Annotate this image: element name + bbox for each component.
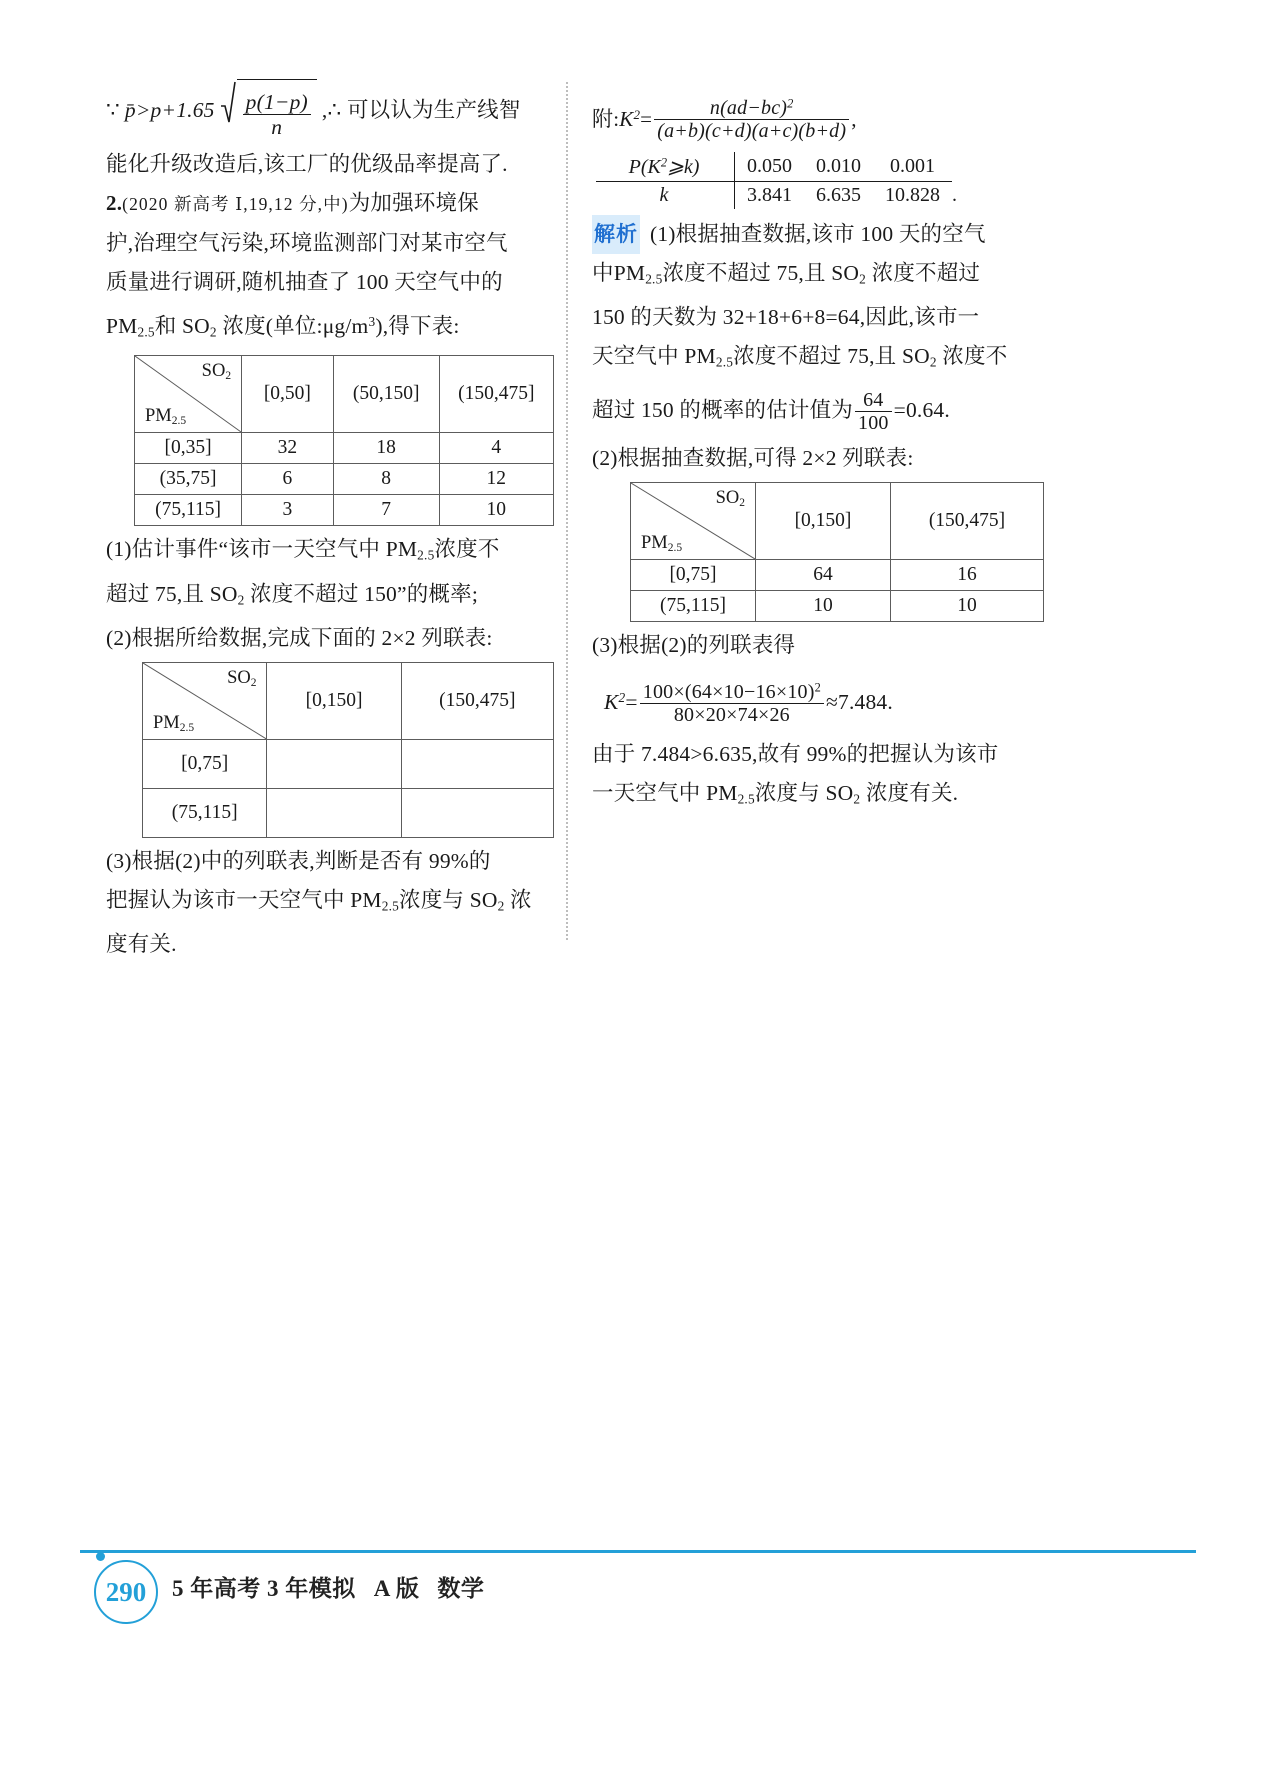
formula-prefix: 附:: [592, 106, 620, 131]
table-col-header: [0,150]: [267, 662, 401, 739]
solution-text-4a: 天空气中 PM: [592, 344, 716, 369]
footer-book-title: 5 年高考 3 年模拟: [172, 1576, 356, 1601]
result-formula-exponent: 2: [618, 690, 626, 706]
table-row-header: (75,115]: [135, 495, 242, 526]
therefore-because-symbol: ∵: [106, 98, 120, 122]
sub1-text-d: 浓度不超过 150”的概率;: [244, 581, 479, 606]
conclusion-so2-subscript: 2: [853, 791, 861, 807]
corner-col-label: $SO_2$: [715, 488, 745, 510]
ktable-row-probability: [596, 152, 952, 182]
page-footer: [80, 1550, 1196, 1607]
solution-pm-subscript: 2.5: [645, 271, 663, 287]
table-row: [135, 464, 554, 495]
corner-row-label: $PM_{2.5}$: [641, 533, 683, 555]
table-cell: 12: [439, 464, 553, 495]
solution-badge: 解析: [592, 215, 640, 254]
k-squared-formula: [592, 78, 1044, 156]
solution-text-5a: 超过 150 的概率的估计值为: [592, 398, 854, 423]
solution-text-5b: =0.64.: [893, 398, 950, 423]
result-numerator: $100\times(64\times 10-16\times 10)^2$: [642, 680, 821, 703]
table-col-header: [0,150]: [756, 483, 891, 560]
radical-sign-icon: [220, 80, 237, 146]
table-row-header: [0,35]: [135, 433, 242, 464]
table-cell: 7: [333, 495, 439, 526]
sub3-text-a: 把握认为该市一天空气中 PM: [106, 887, 382, 912]
solution-part4-line1: 由于 7.484>6.635,故有 99%的把握认为该市: [592, 742, 999, 767]
k-reference-table-wrap: [592, 152, 1044, 209]
solution-part3-formula: [604, 665, 1044, 735]
sub1-text-b: 浓度不: [434, 537, 500, 562]
table-cell: 32: [242, 433, 334, 464]
ktable-cell: 0.050: [735, 152, 805, 182]
table-cell: 10: [756, 591, 891, 622]
solution-part1-line1: [592, 215, 1044, 254]
table-col-header: (150,475]: [439, 356, 553, 433]
table-corner-cell: [143, 662, 267, 739]
table-row: [135, 495, 554, 526]
footer-rule: [80, 1550, 1196, 1553]
stem-tail: ),得下表:: [375, 313, 460, 338]
sub3-pm-subscript: 2.5: [381, 898, 400, 914]
footer-subject: 数学: [437, 1576, 485, 1601]
probability-denominator: 100: [855, 411, 892, 434]
table-col-header: (50,150]: [333, 356, 439, 433]
ktable-cell: 0.010: [804, 152, 873, 182]
footer-title: [172, 1570, 484, 1603]
subquestion-2-line1: (2)根据所给数据,完成下面的 2×2 列联表:: [106, 625, 493, 650]
solution-text-2b: 浓度不超过 75,且 SO: [662, 260, 860, 285]
conclusion-text-b: 浓度与 SO: [754, 781, 854, 806]
question-stem-line2: 护,治理空气污染,环境监测部门对某市空气: [106, 231, 508, 256]
table-corner-cell: [135, 356, 242, 433]
formula-numerator: $n(ad-bc)^2$: [709, 96, 794, 120]
sub1-pm-subscript: 2.5: [417, 547, 435, 563]
ktable-cell: 3.841: [747, 183, 792, 206]
table-cell: 4: [439, 433, 553, 464]
conclusion-pm-subscript: 2.5: [737, 791, 755, 807]
page-number: 290: [94, 1560, 158, 1624]
pm-subscript-a: 2.5: [137, 324, 155, 340]
sub1-text-a: (1)估计事件“该市一天空气中 PM: [106, 537, 418, 562]
table-cell: 6: [242, 464, 334, 495]
formula-denominator: (a+b)(c+d)(a+c)(b+d): [654, 119, 849, 142]
corner-col-label: $SO_2$: [227, 667, 257, 689]
result-value: ≈7.484.: [826, 690, 893, 715]
table-col-header: [0,50]: [242, 356, 334, 433]
solution-part3-line1: (3)根据(2)的列联表得: [592, 633, 796, 658]
question-source: (2020 新高考 Ⅰ,19,12 分,中): [122, 194, 349, 215]
footer-dot-icon: [96, 1552, 105, 1561]
ktable-row-label: k: [596, 181, 735, 209]
table-cell: 3: [242, 495, 334, 526]
table-cell: 8: [333, 464, 439, 495]
question-number: 2.: [106, 191, 123, 216]
column-divider: [566, 82, 568, 940]
ktable-trailing-period: .: [952, 183, 957, 206]
inequality-expression: p̄>p+1.65: [124, 98, 215, 122]
corner-row-label: $PM_{2.5}$: [153, 712, 195, 734]
subquestion-1-line2: [106, 575, 554, 619]
table-cell-blank[interactable]: [401, 739, 553, 788]
table-row: [631, 560, 1044, 591]
contingency-table-blank: [142, 662, 554, 838]
table-col-header: (150,475]: [891, 483, 1044, 560]
ktable-row-k: [596, 181, 952, 209]
solution-part1-line3: 150 的天数为 32+18+6+8=64,因此,该市一: [592, 305, 980, 330]
table-row-header: [0,75]: [631, 560, 756, 591]
solution-part1-line4: [592, 337, 1044, 381]
formula-equals: =: [640, 106, 653, 131]
question-stem-line1: 为加强环境保: [348, 191, 479, 216]
corner-col-label: $SO_2$: [201, 361, 232, 383]
result-formula-lhs: K: [604, 690, 619, 715]
unit-exponent: 3: [368, 314, 376, 330]
solution-text-2c: 浓度不超过: [866, 260, 981, 285]
ktable-cell: 6.635: [816, 183, 861, 206]
table-col-header: (150,475]: [401, 662, 553, 739]
solution-pm-subscript-2: 2.5: [715, 354, 734, 370]
result-formula-equals: =: [625, 690, 638, 715]
table-row: [135, 433, 554, 464]
corner-row-label: $PM_{2.5}$: [145, 406, 187, 428]
solution-text-1: (1)根据抽查数据,该市 100 天的空气: [650, 221, 986, 246]
table-row-header: (35,75]: [135, 464, 242, 495]
table-cell: 10: [439, 495, 553, 526]
table-header-row: [143, 662, 554, 739]
formula-lhs: K: [619, 106, 634, 131]
result-denominator: 80×20×74×26: [640, 703, 824, 726]
table-cell: 16: [891, 560, 1044, 591]
table-cell-blank[interactable]: [401, 788, 553, 837]
so2-subscript-a: 2: [209, 324, 217, 340]
contingency-table-filled: [630, 482, 1044, 622]
so2-label-a: 和 SO: [154, 313, 210, 338]
table-row: [143, 739, 554, 788]
sub3-text-c: 浓: [504, 887, 532, 912]
table-header-row: [631, 483, 1044, 560]
pm-label-a: PM: [106, 313, 138, 338]
table-row-header: (75,115]: [631, 591, 756, 622]
solution-part2-line1: (2)根据抽查数据,可得 2×2 列联表:: [592, 446, 914, 471]
table-cell: 64: [756, 560, 891, 591]
table-row: [631, 591, 1044, 622]
solution-part1-line5: [592, 381, 1044, 439]
right-column: [592, 78, 1044, 819]
ktable-cell: 0.001: [873, 152, 952, 182]
formula-lhs-exponent: 2: [633, 107, 641, 122]
solution-text-4b: 浓度不超过 75,且 SO: [733, 344, 930, 369]
subquestion-1-line1: [106, 530, 554, 574]
table-row: [143, 788, 554, 837]
subquestion-3-line2: [106, 881, 554, 925]
solution-so2-subscript-2: 2: [929, 354, 937, 370]
solution-so2-subscript: 2: [859, 271, 867, 287]
sub3-so2-subscript: 2: [497, 898, 505, 914]
conclusion-text-c: 浓度有关.: [860, 781, 959, 806]
table-cell-blank[interactable]: [267, 788, 401, 837]
carryover-conclusion-a: ,∴ 可以认为生产线智: [321, 98, 521, 122]
table-corner-cell: [631, 483, 756, 560]
probability-numerator: 64: [863, 388, 884, 411]
carryover-inequality-line: [106, 78, 554, 145]
ktable-row-label: $P(K^2⩾k)$: [596, 152, 735, 182]
sqrt-expression: [220, 79, 317, 145]
table-row-header: (75,115]: [143, 788, 267, 837]
solution-part1-line2: [592, 254, 1044, 298]
subquestion-3-line3: 度有关.: [106, 932, 177, 957]
table-header-row: [135, 356, 554, 433]
sub1-text-c: 超过 75,且 SO: [106, 581, 238, 606]
solution-part4-line2: [592, 774, 1044, 818]
k-critical-value-table: [596, 152, 952, 209]
question-2-header: [106, 184, 554, 224]
formula-trailing-comma: ,: [851, 106, 857, 131]
subquestion-3-line1: (3)根据(2)中的列联表,判断是否有 99%的: [106, 848, 491, 873]
solution-text-2a: 中PM: [592, 260, 646, 285]
sqrt-numerator: p(1−p): [245, 89, 308, 114]
ktable-cell: 10.828: [885, 183, 940, 206]
unit-text: 浓度(单位:μg/m: [216, 313, 369, 338]
carryover-conclusion-line2: 能化升级改造后,该工厂的优级品率提高了.: [106, 152, 508, 177]
sub3-text-b: 浓度与 SO: [399, 887, 498, 912]
question-stem-line4: [106, 302, 554, 351]
left-column: [106, 78, 554, 964]
sub1-so2-subscript: 2: [237, 591, 245, 607]
conclusion-text-a: 一天空气中 PM: [592, 781, 738, 806]
table-row-header: [0,75]: [143, 739, 267, 788]
data-table-frequency: [134, 355, 554, 526]
sqrt-denominator: n: [243, 114, 311, 139]
solution-text-4c: 浓度不: [936, 344, 1008, 369]
table-cell: 10: [891, 591, 1044, 622]
footer-edition: A 版: [373, 1576, 420, 1601]
table-cell-blank[interactable]: [267, 739, 401, 788]
question-stem-line3: 质量进行调研,随机抽查了 100 天空气中的: [106, 270, 503, 295]
table-cell: 18: [333, 433, 439, 464]
